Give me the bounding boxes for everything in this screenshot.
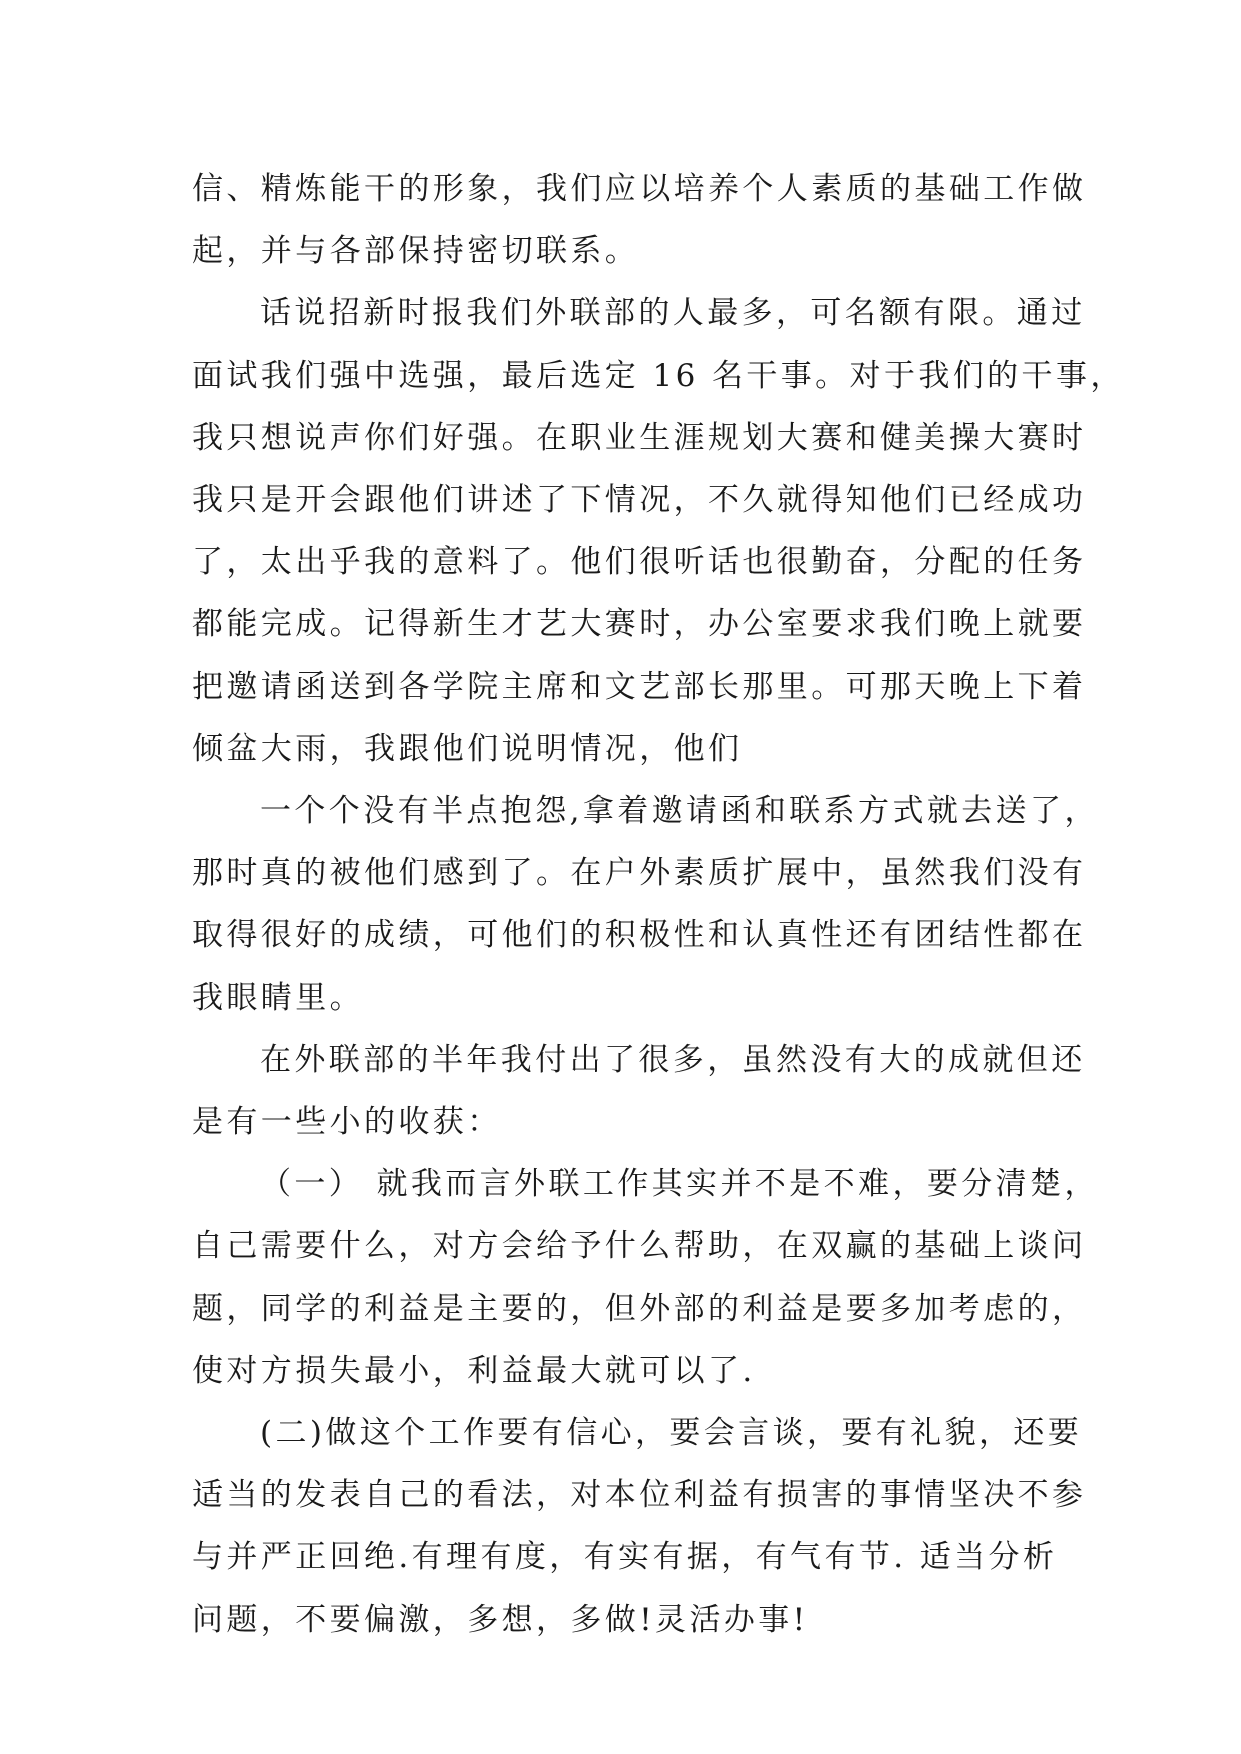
text-line: 起，并与各部保持密切联系。 [192, 233, 640, 270]
paragraph-5 [192, 1153, 1099, 1402]
text-line: 面试我们强中选强，最后选定 16 名干事。对于我们的干事， [192, 357, 1125, 394]
text-line: 倾盆大雨，我跟他们说明情况，他们 [192, 730, 743, 767]
text-line: 是有一些小的收获： [192, 1104, 502, 1141]
paragraph-1 [192, 158, 1087, 282]
text-line: 信、精炼能干的形象，我们应以培养个人素质的基础工作做 [192, 171, 1087, 207]
paragraph-2 [192, 282, 1125, 780]
text-line: 我眼睛里。 [192, 979, 364, 1016]
text-line: 题，同学的利益是主要的，但外部的利益是要多加考虑的， [192, 1290, 1087, 1327]
text-line: 使对方损失最小，利益最大就可以了. [192, 1352, 756, 1389]
text-line: 与并严正回绝.有理有度，有实有据，有气有节. 适当分析 [192, 1539, 1058, 1576]
text-line: 问题，不要偏激，多想，多做!灵活办事! [192, 1601, 809, 1638]
text-line: 适当的发表自己的看法，对本位利益有损害的事情坚决不参 [192, 1477, 1087, 1514]
text-line: 把邀请函送到各学院主席和文艺部长那里。可那天晚上下着 [192, 668, 1087, 705]
text-line: (二)做这个工作要有信心，要会言谈，要有礼貌，还要 [260, 1415, 1083, 1452]
text-line: 我只想说声你们好强。在职业生涯规划大赛和健美操大赛时 [192, 419, 1087, 456]
text-line: 在外联部的半年我付出了很多，虽然没有大的成就但还 [260, 1041, 1086, 1078]
text-line: 话说招新时报我们外联部的人最多，可名额有限。通过 [260, 295, 1086, 332]
text-line: 我只是开会跟他们讲述了下情况，不久就得知他们已经成功 [192, 482, 1087, 519]
text-line: 都能完成。记得新生才艺大赛时，办公室要求我们晚上就要 [192, 606, 1087, 643]
text-line: 自己需要什么，对方会给予什么帮助，在双赢的基础上谈问 [192, 1228, 1087, 1265]
text-line: 取得很好的成绩，可他们的积极性和认真性还有团结性都在 [192, 917, 1087, 954]
paragraph-3 [192, 780, 1099, 1029]
document-body [192, 158, 1125, 1651]
text-line: 那时真的被他们感到了。在户外素质扩展中，虽然我们没有 [192, 855, 1087, 892]
text-line: 一个个没有半点抱怨,拿着邀请函和联系方式就去送了， [260, 793, 1099, 830]
paragraph-4 [192, 1029, 1086, 1153]
paragraph-6 [192, 1402, 1087, 1651]
text-line: （一） 就我而言外联工作其实并不是不难，要分清楚， [260, 1166, 1099, 1203]
text-line: 了，太出乎我的意料了。他们很听话也很勤奋，分配的任务 [192, 544, 1087, 581]
